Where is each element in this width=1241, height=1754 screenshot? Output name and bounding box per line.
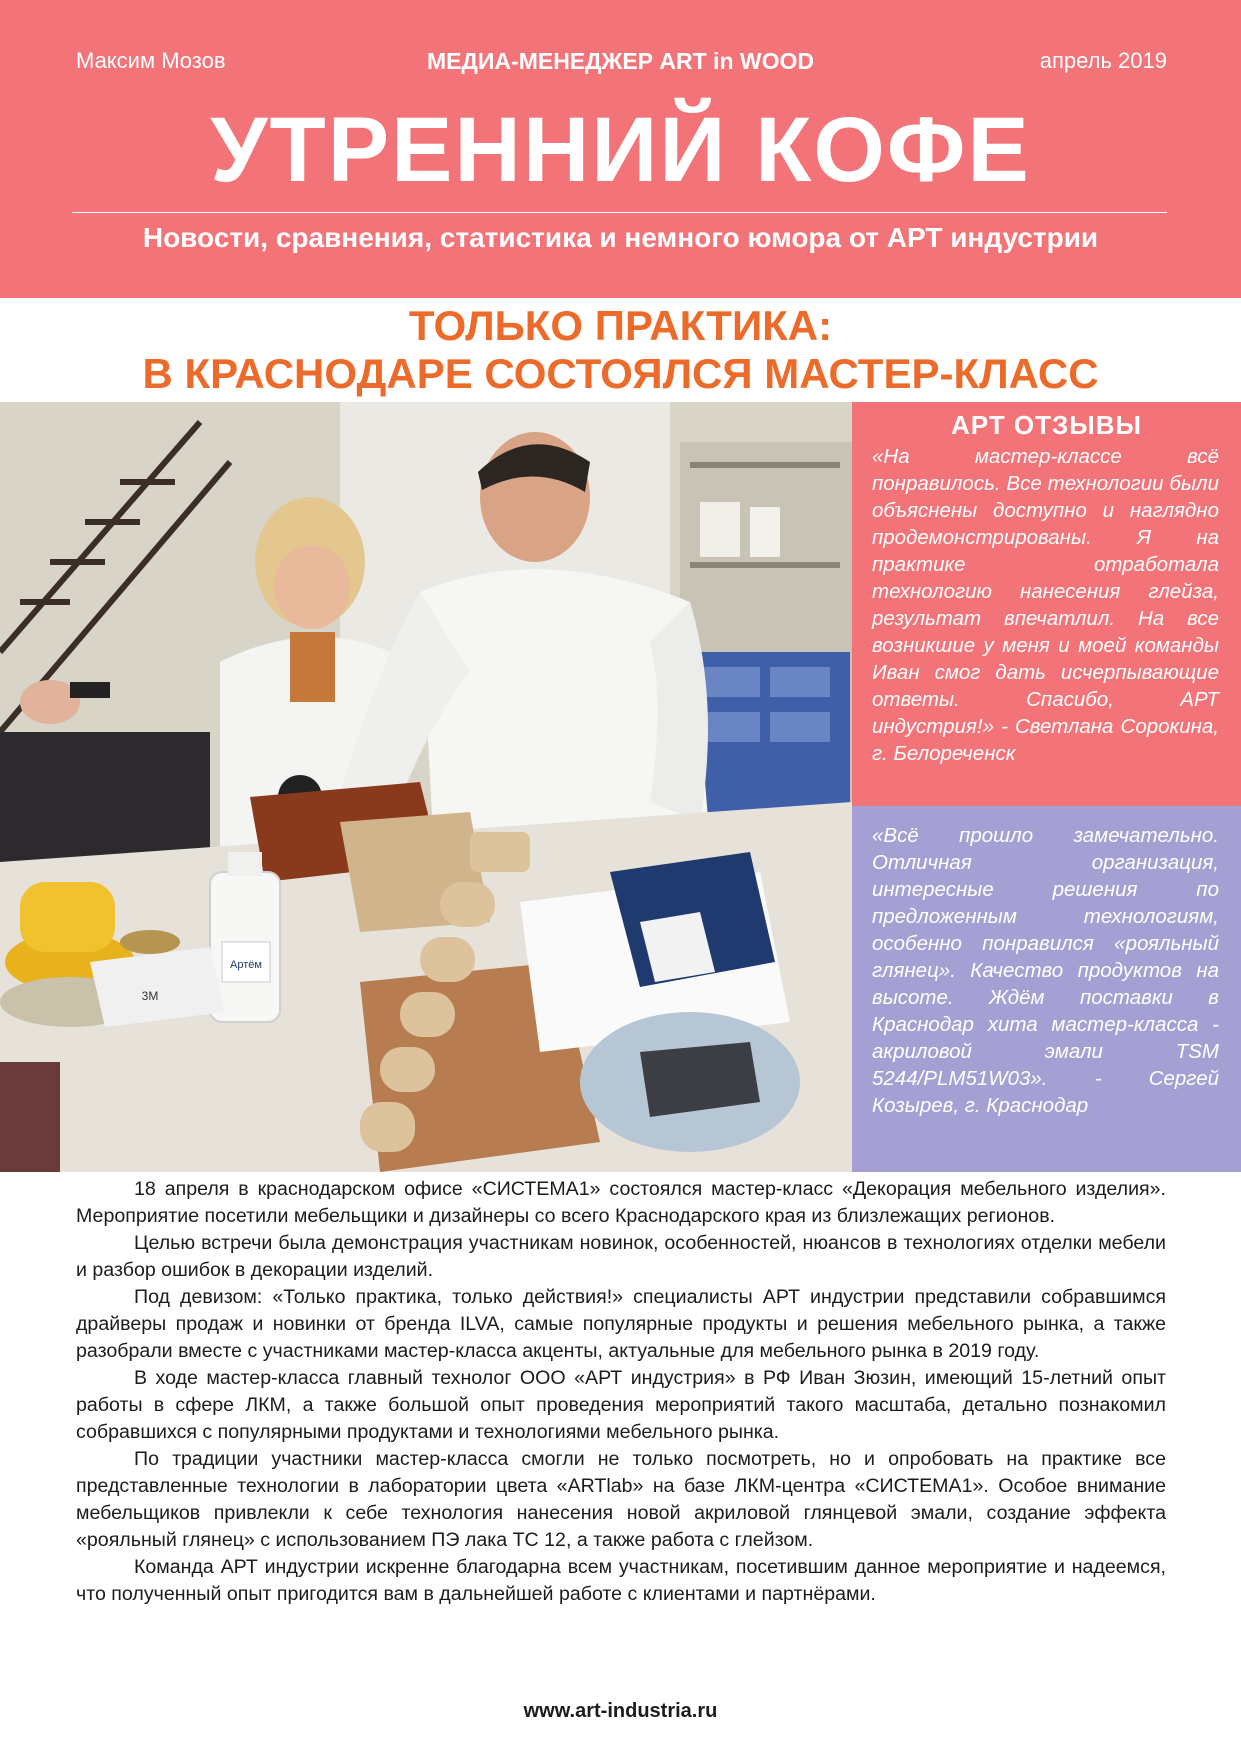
article-headline	[0, 302, 1241, 398]
article-paragraph: По традиции участники мастер-класса смогли не только посмотреть, но и опробовать на практике все представленные технологии в лаборатории цвета «ARTlab» на базе ЛКМ-центра «СИСТЕМА1». Особое внимание мебельщиков привлекли к себе технология нанесения новой акриловой глянцевой эмали, создание эффекта «рояльный глянец» с использованием ПЭ лака ТС 12, а также работа с глейзом.	[76, 1448, 1166, 1551]
author-role: МЕДИА-МЕНЕДЖЕР ART in WOOD	[427, 48, 814, 74]
article-paragraph: Под девизом: «Только практика, только действия!» специалисты АРТ индустрии представили собравшимся драйверы продаж и новинки от бренда ILVA, самые популярные продукты и решения мебельного рынка, а также разобрали вместе с участниками мастер-класса акценты, актуальные для мебельного рынка в 2019 году.	[76, 1286, 1166, 1362]
masthead-divider	[72, 212, 1167, 213]
article-paragraph: Целью встречи была демонстрация участникам новинок, особенностей, нюансов в технологиях отделки мебели и разбор ошибок в декорации изделий.	[76, 1232, 1166, 1281]
website-link[interactable]: www.art-industria.ru	[523, 1700, 718, 1722]
newsletter-subtitle: Новости, сравнения, статистика и немного юмора от АРТ индустрии	[142, 222, 1099, 253]
masterclass-photo	[0, 402, 852, 1172]
article-body	[76, 1176, 1166, 1608]
reviews-title: АРТ ОТЗЫВЫ	[951, 410, 1142, 440]
article-paragraph: 18 апреля в краснодарском офисе «СИСТЕМА1» состоялся мастер-класс «Декорация мебельного изделия». Мероприятие посетили мебельщики и дизайнеры со всего Краснодарского края из близлежащих регионов.	[76, 1178, 1166, 1227]
masthead	[0, 0, 1241, 298]
bottle-label: Артём	[230, 959, 262, 971]
review-quote-1: «На мастер-классе всё понравилось. Все технологии были объяснены доступно и наглядно продемонстрированы. Я на практике отработала технологию нанесения глейза, результат впечатлил. На все возникшие у меня и моей команды Иван смог дать исчерпывающие ответы. Спасибо, АРТ индустрия!» - Светлана Сорокина, г. Белореченск	[872, 445, 1219, 765]
article-paragraph: В ходе мастер-класса главный технолог ООО «АРТ индустрия» в РФ Иван Зюзин, имеющий 15-летний опыт работы в сфере ЛКМ, а также большой опыт проведения мероприятий такого масштаба, детально познакомил собравшихся с популярными продуктами и технологиями мебельного рынка.	[76, 1367, 1166, 1443]
reviews-panel-2	[852, 806, 1241, 1172]
author-name: Максим Мозов	[76, 48, 226, 73]
newsletter-title: УТРЕННИЙ КОФЕ	[210, 99, 1031, 201]
article-paragraph: Команда АРТ индустрии искренне благодарна всем участникам, посетившим данное мероприятие и надеемся, что полученный опыт пригодится вам в дальнейшей работе с клиентами и партнёрами.	[76, 1556, 1166, 1605]
review-quote-2: «Всё прошло замечательно. Отличная организация, интересные решения по предложенным технологиям, особенно понравился «рояльный глянец». Качество продуктов на высоте. Ждём поставки в Краснодар хита мастер-класса - акриловой эмали TSM 5244/PLM51W03». - Сергей Козырев, г. Краснодар	[872, 824, 1219, 1117]
box-brand: 3M	[141, 989, 159, 1003]
issue-date: апрель 2019	[1039, 48, 1167, 73]
headline-line-2: В КРАСНОДАРЕ СОСТОЯЛСЯ МАСТЕР-КЛАСС	[142, 350, 1099, 397]
headline-line-1: ТОЛЬКО ПРАКТИКА:	[408, 302, 833, 349]
reviews-panel	[852, 402, 1241, 806]
